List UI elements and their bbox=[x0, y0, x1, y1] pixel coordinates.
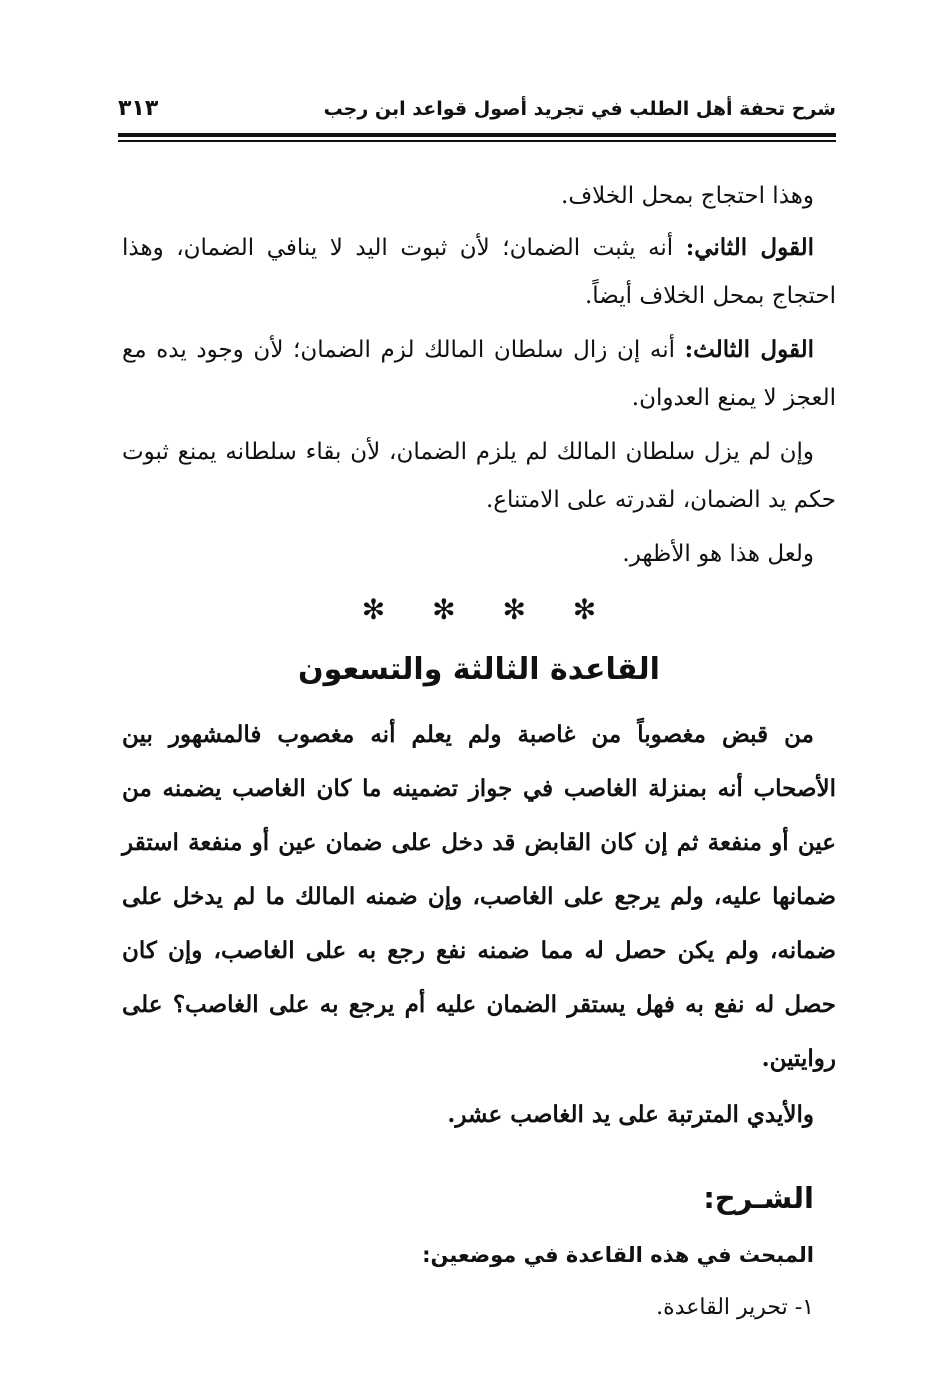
rule-text-block bbox=[122, 708, 836, 1142]
paragraph-4: وإن لم يزل سلطان المالك لم يلزم الضمان، لأن بقاء سلطانه يمنع ثبوت حكم يد الضمان، لقدرته على الامتناع. bbox=[122, 439, 836, 513]
paragraph-1: وهذا احتجاج بمحل الخلاف. bbox=[561, 183, 814, 209]
paragraph-2 bbox=[122, 224, 836, 320]
rule-title: القاعدة الثالثة والتسعون bbox=[298, 652, 660, 687]
paragraph-2-text: أنه يثبت الضمان؛ لأن ثبوت اليد لا ينافي الضمان، وهذا احتجاج بمحل الخلاف أيضاً. bbox=[122, 235, 836, 309]
study-intro: المبحث في هذه القاعدة في موضعين: bbox=[422, 1243, 814, 1267]
rule-text: من قبض مغصوباً من غاصبة ولم يعلم أنه مغصوب فالمشهور بين الأصحاب أنه بمنزلة الغاصب في جواز تضمينه ما كان الغاصب يضمنه من عين أو منفعة ثم إن كان القابض قد دخل على ضمان عين أو منفعة استقر ضمانها عليه، ولم يرجع على الغاصب، وإن ضمنه المالك ما لم يدخل على ضمانه، ولم يكن حصل له مما ضمنه نفع رجع به على الغاصب، وإن كان حصل له نفع به فهل يستقر الضمان عليه أم يرجع به على الغاصب؟ على روايتين. bbox=[122, 721, 836, 1072]
running-header bbox=[118, 96, 836, 130]
running-title: شرح تحفة أهل الطلب في تجريد أصول قواعد ابن رجب bbox=[323, 98, 836, 120]
paragraph-2-lead: القول الثاني: bbox=[685, 234, 814, 261]
rule-text-last: والأيدي المترتبة على يد الغاصب عشر. bbox=[447, 1101, 814, 1128]
paragraph-5: ولعل هذا هو الأظهر. bbox=[622, 541, 814, 567]
page-body bbox=[122, 172, 836, 1338]
section-separator: ✻ ✻ ✻ ✻ bbox=[361, 593, 597, 626]
paragraph-3-lead: القول الثالث: bbox=[684, 336, 815, 363]
sharh-heading: الشـرح: bbox=[703, 1181, 814, 1215]
page-number: ٣١٣ bbox=[118, 96, 159, 121]
paragraph-3-text: أنه إن زال سلطان المالك لزم الضمان؛ لأن وجود يده مع العجز لا يمنع العدوان. bbox=[122, 337, 836, 411]
header-rule-thick bbox=[118, 133, 836, 137]
header-rule-thin bbox=[118, 140, 836, 142]
list-item-1: ١- تحرير القاعدة. bbox=[656, 1295, 814, 1320]
paragraph-3 bbox=[122, 326, 836, 422]
